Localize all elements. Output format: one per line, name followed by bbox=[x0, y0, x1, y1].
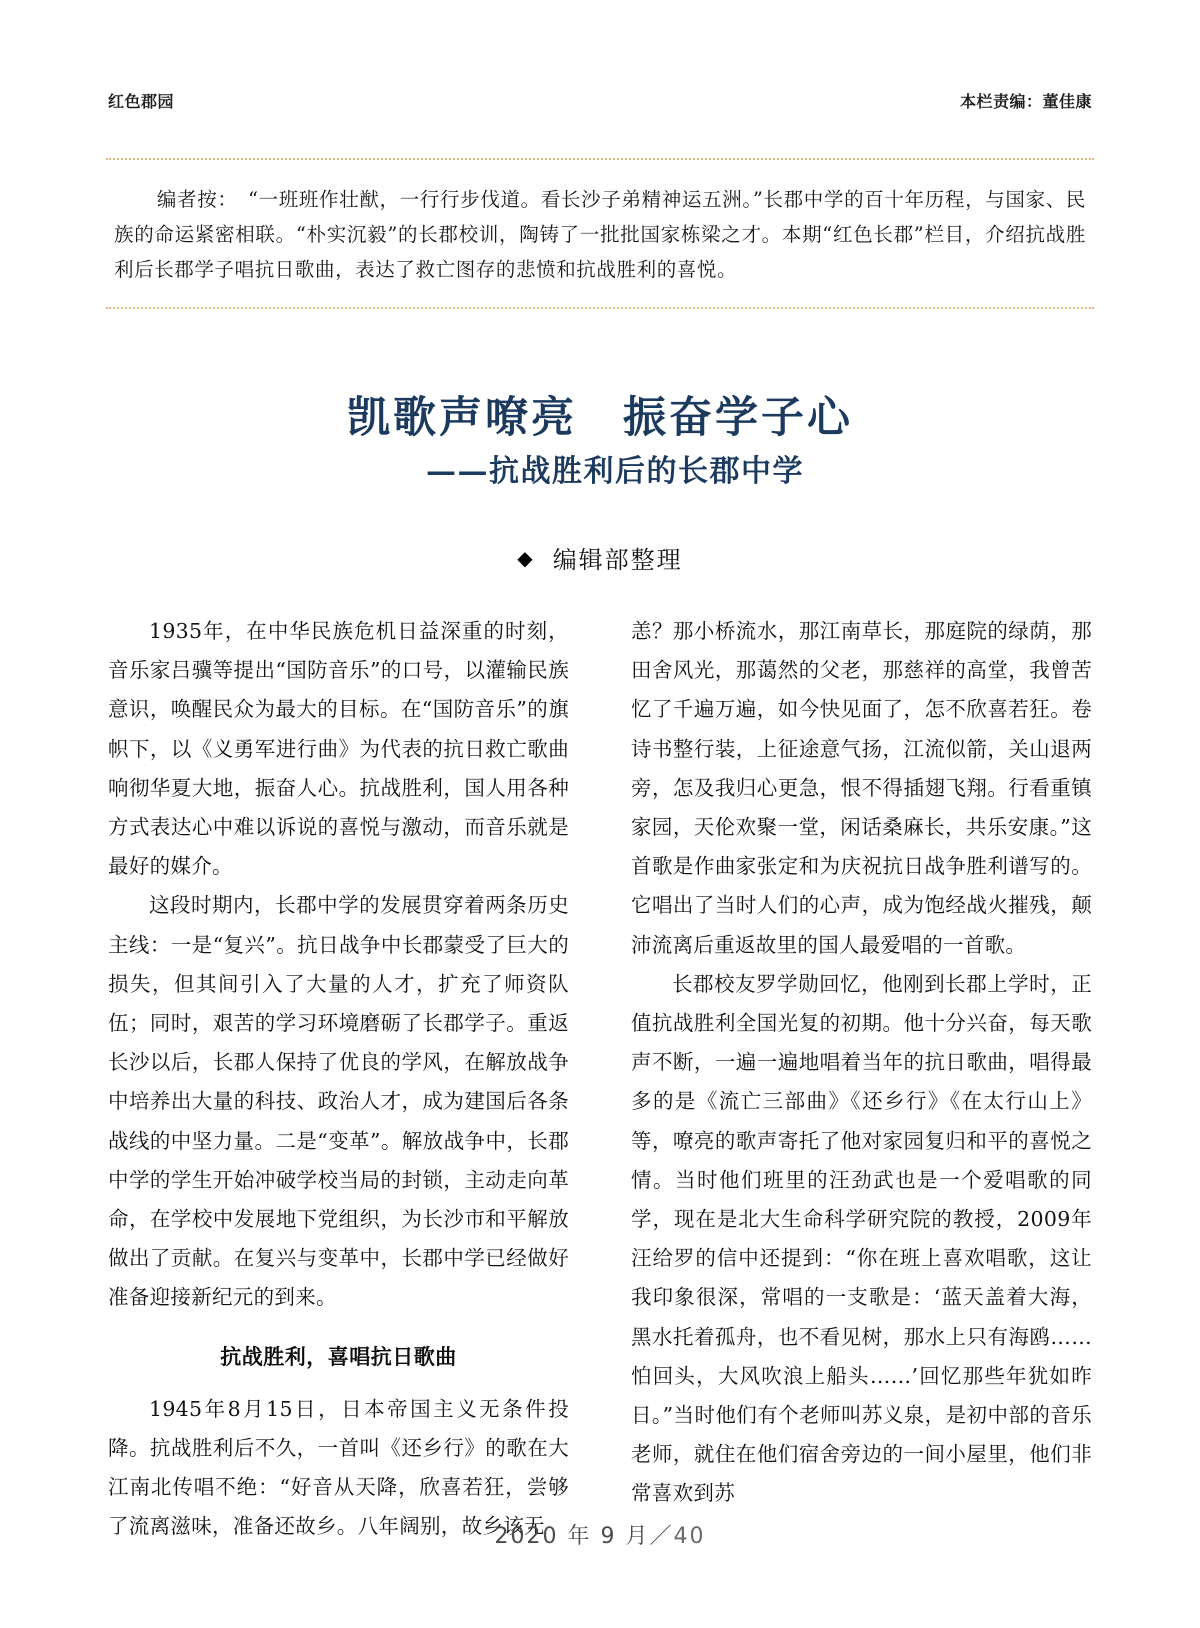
paragraph: 1945年8月15日，日本帝国主义无条件投降。抗战胜利后不久，一首叫《还乡行》的歌在大江南北传唱不绝：“好音从天降，欣喜若狂，尝够了流离滋味，准备还故乡。八年阔别，故乡该无 bbox=[108, 1396, 569, 1539]
editor-note-box bbox=[106, 158, 1094, 309]
page-footer bbox=[0, 1519, 1200, 1550]
paragraph-continued: 恙？那小桥流水，那江南草长，那庭院的绿荫，那田舍风光，那蔼然的父老，那慈祥的高堂，我曾苦忆了千遍万遍，如今快见面了，怎不欣喜若狂。卷诗书整行装，上征途意气扬，江流似箭，关山退两旁，怎及我归心更急，恨不得插翅飞翔。行看重镇家园，天伦欢聚一堂，闲话桑麻长，共乐安康。”这首歌是作曲家张定和为庆祝抗日战争胜利谱写的。它唱出了当时人们的心声，成为饱经战火摧残，颠沛流离后重返故里的国人最爱唱的一首歌。 bbox=[631, 619, 1092, 957]
left-column bbox=[108, 612, 569, 1539]
running-head bbox=[108, 84, 1092, 116]
editor-note-text: 编者按： “一班班作壮猷，一行行步伐道。看长沙子弟精神运五洲。”长郡中学的百十年历程，与国家、民族的命运紧密相联。“朴实沉毅”的长郡校训，陶铸了一批批国家栋梁之才。本期“红色长郡”栏目，介绍抗战胜利后长郡学子唱抗日歌曲，表达了救亡图存的悲愤和抗战胜利的喜悦。 bbox=[114, 188, 1086, 281]
article-title-block bbox=[0, 392, 1200, 575]
page-title: 凯歌声嘹亮 振奋学子心 bbox=[347, 393, 853, 443]
diamond-bullet-icon: ◆ bbox=[517, 545, 535, 570]
paragraph: 1935年，在中华民族危机日益深重的时刻，音乐家吕骥等提出“国防音乐”的口号，以灌输民族意识，唤醒民众为最大的目标。在“国防音乐”的旗帜下，以《义勇军进行曲》为代表的抗日救亡歌曲响彻华夏大地，振奋人心。抗战胜利，国人用各种方式表达心中难以诉说的喜悦与激动，而音乐就是最好的媒介。 bbox=[108, 619, 569, 879]
byline bbox=[0, 540, 1200, 575]
paragraph: 这段时期内，长郡中学的发展贯穿着两条历史主线：一是“复兴”。抗日战争中长郡蒙受了巨大的损失，但其间引入了大量的人才，扩充了师资队伍；同时，艰苦的学习环境磨砺了长郡学子。重返长沙以后，长郡人保持了优良的学风，在解放战争中培养出大量的科技、政治人才，成为建国后各条战线的中坚力量。二是“变革”。解放战争中，长郡中学的学生开始冲破学校当局的封锁，主动走向革命，在学校中发展地下党组织，为长沙市和平解放做出了贡献。在复兴与变革中，长郡中学已经做好准备迎接新纪元的到来。 bbox=[108, 893, 569, 1310]
right-column bbox=[631, 612, 1092, 1506]
page-number: 40 bbox=[673, 1524, 706, 1549]
section-name-label: 红色郡园 bbox=[108, 91, 175, 111]
paragraph: 长郡校友罗学勋回忆，他刚到长郡上学时，正值抗战胜利全国光复的初期。他十分兴奋，每天歌声不断，一遍一遍地唱着当年的抗日歌曲，唱得最多的是《流亡三部曲》《还乡行》《在太行山上》等，嘹亮的歌声寄托了他对家园复归和平的喜悦之情。当时他们班里的汪劲武也是一个爱唱歌的同学，现在是北大生命科学研究院的教授，2009年汪给罗的信中还提到：“你在班上喜欢唱歌，这让我印象很深，常唱的一支歌是：‘蓝天盖着大海，黑水托着孤舟，也不看见树，那水上只有海鸥……怕回头，大风吹浪上船头……’回忆那些年犹如昨日。”当时他们有个老师叫苏义泉，是初中部的音乐老师，就住在他们宿舍旁边的一间小屋里，他们非常喜欢到苏 bbox=[631, 971, 1092, 1506]
section-heading: 抗战胜利，喜唱抗日歌曲 bbox=[220, 1344, 457, 1369]
issue-date: 2020 年 9 月 bbox=[494, 1524, 650, 1549]
article-subtitle: ——抗战胜利后的长郡中学 bbox=[426, 454, 804, 489]
column-editor-label: 本栏责编：董佳康 bbox=[959, 91, 1092, 111]
footer-separator: ／ bbox=[649, 1524, 674, 1549]
byline-author: 编辑部整理 bbox=[552, 546, 683, 574]
